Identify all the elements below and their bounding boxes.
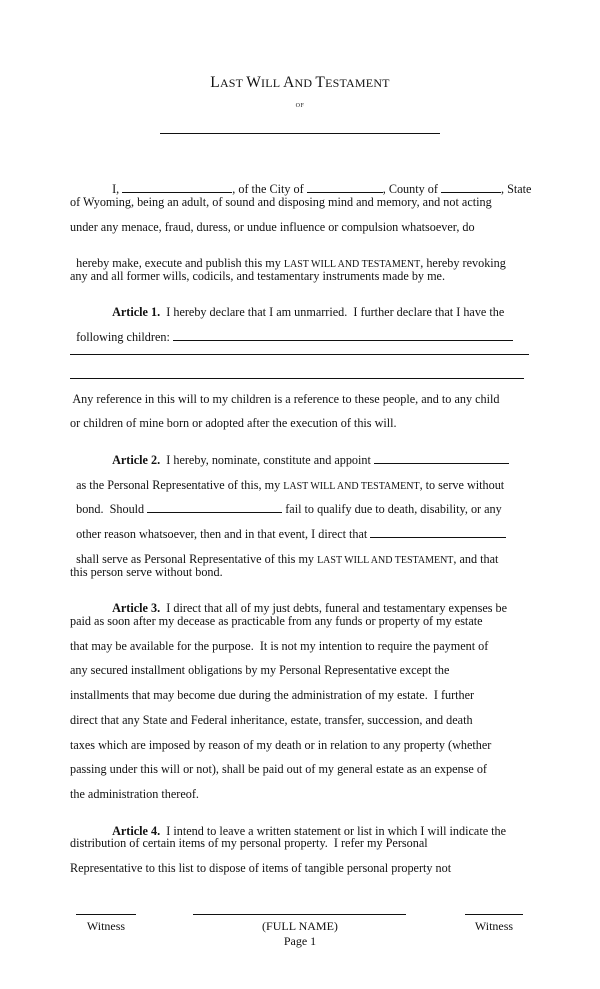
text: , hereby revoking — [420, 256, 506, 271]
article3-line8: passing under this will or not), shall be paid out of my general estate as an expense of — [70, 762, 487, 776]
alternate-representative-blank[interactable] — [370, 536, 506, 538]
children-blank[interactable] — [173, 339, 513, 341]
title-letter: L — [210, 74, 220, 91]
title-letter: A — [283, 74, 295, 91]
article2-line3 — [70, 491, 502, 515]
article4-line3: Representative to this list to dispose of items of tangible personal property not — [70, 861, 452, 875]
article4-label: Article 4. — [112, 824, 161, 839]
para1-line4 — [70, 245, 506, 270]
para1-line2: of Wyoming, being an adult, of sound and disposing mind and memory, and not acting — [70, 195, 492, 209]
article3-line9: the administration thereof. — [70, 787, 199, 801]
text: I intend to leave a written statement or list in which I will indicate the — [160, 824, 507, 839]
testator-name-line[interactable] — [160, 133, 440, 134]
text: , and that — [453, 552, 499, 567]
text: fail to qualify due to death, disability, or any — [282, 502, 502, 517]
article3-line1 — [106, 590, 507, 614]
text: hereby make, execute and publish this my — [76, 256, 284, 271]
article2-line1 — [106, 442, 509, 466]
text: other reason whatsoever, then and in that event, I direct that — [76, 527, 371, 542]
title-smallcaps: ND — [294, 76, 316, 90]
name-blank[interactable] — [122, 191, 232, 193]
article2-line5 — [70, 541, 498, 566]
article3-line5: installments that may become due during the administration of my estate. I further — [70, 688, 475, 702]
will-smallcaps: LAST WILL AND TESTAMENT — [317, 555, 454, 567]
text: , County of — [382, 182, 441, 197]
children-line-3[interactable] — [70, 378, 524, 379]
text: I, — [112, 182, 123, 197]
document-title — [0, 74, 600, 92]
should-blank[interactable] — [147, 511, 282, 513]
para1-line1 — [106, 171, 531, 195]
para1-line3: under any menace, fraud, duress, or undue influence or compulsion whatsoever, do — [70, 220, 475, 234]
article2-line2 — [70, 467, 504, 492]
county-blank[interactable] — [441, 191, 501, 193]
text: I direct that all of my just debts, funeral and testamentary expenses be — [160, 601, 508, 616]
witness-right-label: Witness — [474, 919, 514, 933]
article1-label: Article 1. — [112, 305, 161, 320]
article3-line2: paid as soon after my decease as practicable from any funds or property of my estate — [70, 614, 483, 628]
title-letter: T — [315, 74, 326, 91]
city-blank[interactable] — [307, 191, 383, 193]
text: I hereby, nominate, constitute and appoint — [160, 453, 374, 468]
article3-label: Article 3. — [112, 601, 161, 616]
article2-label: Article 2. — [112, 453, 161, 468]
text: as the Personal Representative of this, my — [76, 478, 284, 493]
of-label: OF — [295, 103, 305, 109]
will-smallcaps: LAST WILL AND TESTAMENT — [283, 259, 421, 271]
text: shall serve as Personal Representative of this my — [76, 552, 318, 567]
article4-line1 — [106, 813, 506, 837]
article3-line6: direct that any State and Federal inheritance, estate, transfer, succession, and death — [70, 713, 473, 727]
text: , to serve without — [419, 478, 505, 493]
title-smallcaps: AST — [219, 76, 247, 90]
text: , of the City of — [232, 182, 307, 197]
children-line-2[interactable] — [70, 354, 529, 355]
para1-line5: any and all former wills, codicils, and testamentary instruments made by me. — [70, 269, 446, 283]
article1-line6: or children of mine born or adopted after the execution of this will. — [70, 416, 397, 430]
article3-line3: that may be available for the purpose. It is not my intention to require the payment of — [70, 639, 489, 653]
witness-right-signature-line[interactable] — [465, 914, 523, 915]
title-smallcaps: ESTAMENT — [325, 76, 390, 90]
witness-left-signature-line[interactable] — [76, 914, 136, 915]
text: following children: — [76, 330, 173, 345]
text: , State — [500, 182, 532, 197]
will-smallcaps: LAST WILL AND TESTAMENT — [283, 481, 420, 493]
full-name-signature-line[interactable] — [193, 914, 406, 915]
text: bond. Should — [76, 502, 148, 517]
article1-line2 — [70, 319, 513, 343]
witness-left-label: Witness — [86, 919, 126, 933]
full-name-label: (FULL NAME) — [262, 919, 338, 933]
article3-line7: taxes which are imposed by reason of my death or in relation to any property (whether — [70, 738, 492, 752]
article3-line4: any secured installment obligations by my Personal Representative except the — [70, 663, 450, 677]
text: I hereby declare that I am unmarried. I further declare that I have the — [160, 305, 505, 320]
article2-line4 — [70, 516, 506, 540]
article4-line2: distribution of certain items of my personal property. I refer my Personal — [70, 836, 428, 850]
article1-line5: Any reference in this will to my children is a reference to these people, and to any child — [70, 392, 500, 406]
title-smallcaps: ILL — [261, 76, 284, 90]
article2-line6: this person serve without bond. — [70, 565, 223, 579]
representative-blank[interactable] — [374, 462, 509, 464]
title-letter: W — [246, 74, 262, 91]
article1-line1 — [106, 294, 504, 318]
page-number: Page 1 — [283, 934, 317, 948]
